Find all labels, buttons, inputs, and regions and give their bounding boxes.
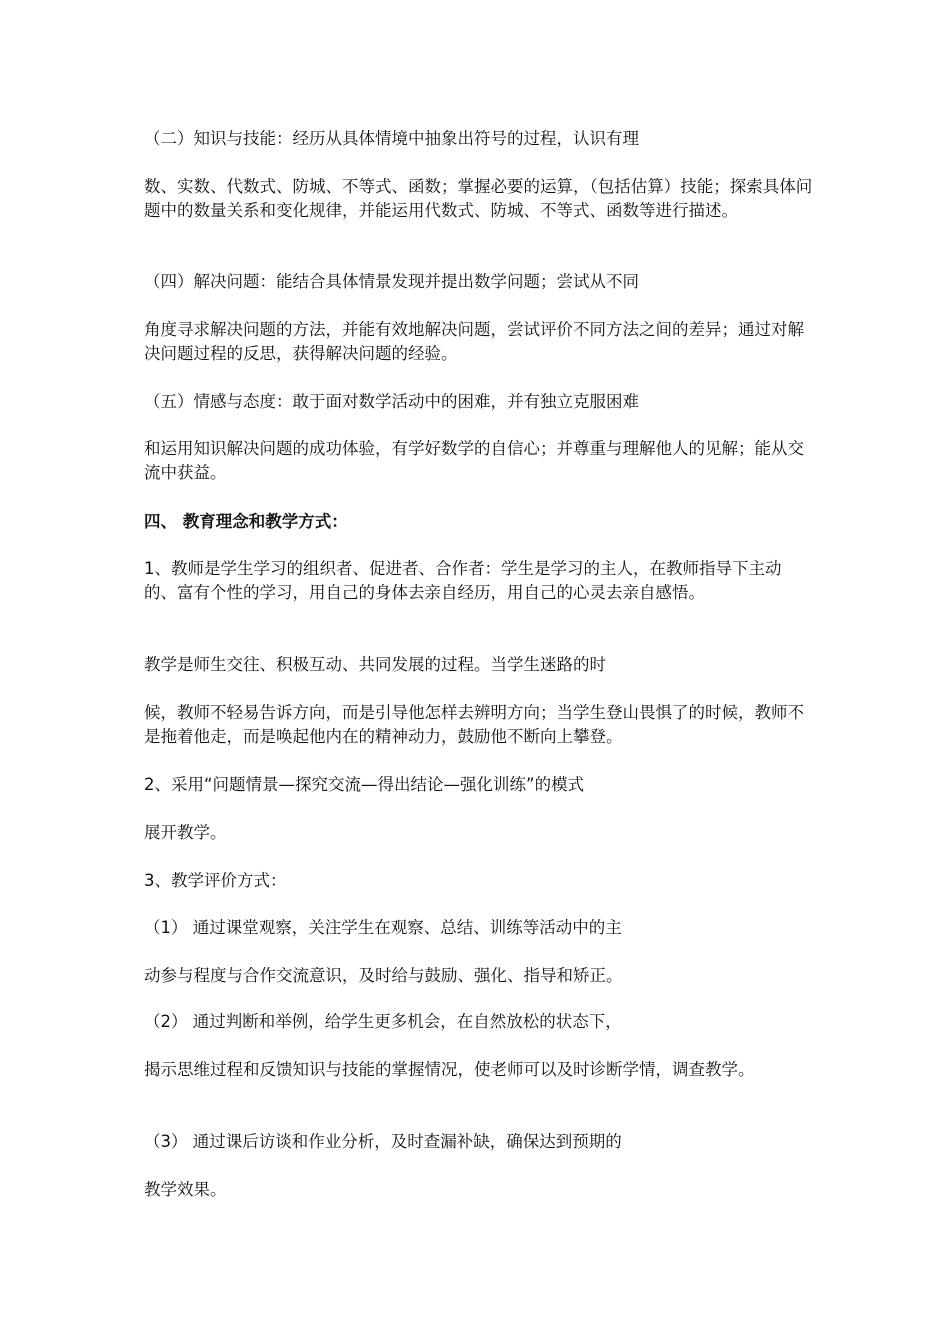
paragraph-teaching-process: 教学是师生交往、积极互动、共同发展的过程。当学生迷路的时 [144,655,606,674]
paragraph-problem-solving: （四）解决问题：能结合具体情景发现并提出数学问题；尝试从不同 [144,272,639,291]
paragraph-teaching-process-cont: 候，教师不轻易告诉方向，而是引导他怎样去辨明方向；当学生登山畏惧了的时候，教师不是拖着他走，而是唤起他内在的精神动力，鼓励他不断向上攀登。 [144,703,804,746]
paragraph-emotion-attitude-cont: 和运用知识解决问题的成功体验，有学好数学的自信心；并尊重与理解他人的见解；能从交流中获益。 [144,439,804,482]
paragraph-knowledge-skills-cont: 数、实数、代数式、防城、不等式、函数；掌握必要的运算，（包括估算）技能；探索具体问题中的数量关系和变化规律，并能运用代数式、防城、不等式、函数等进行描述。 [144,177,813,220]
paragraph-knowledge-skills: （二）知识与技能：经历从具体情境中抽象出符号的过程，认识有理 [144,129,639,148]
section-heading-education-philosophy: 四、 教育理念和教学方式： [144,512,348,531]
paragraph-emotion-attitude: （五）情感与态度：敢于面对数学活动中的困难，并有独立克服困难 [144,392,639,411]
paragraph-evaluation-item-3: （3） 通过课后访谈和作业分析，及时查漏补缺，确保达到预期的 [144,1132,622,1151]
paragraph-problem-solving-cont: 角度寻求解决问题的方法，并能有效地解决问题，尝试评价不同方法之间的差异；通过对解决问题过程的反思，获得解决问题的经验。 [144,320,804,363]
paragraph-evaluation-item-2-cont: 揭示思维过程和反馈知识与技能的掌握情况，使老师可以及时诊断学情，调查教学。 [144,1060,755,1079]
paragraph-teaching-model-cont: 展开教学。 [144,823,227,842]
paragraph-evaluation-item-1: （1） 通过课堂观察，关注学生在观察、总结、训练等活动中的主 [144,918,622,937]
paragraph-teaching-model: 2、采用“问题情景—探究交流—得出结论—强化训练”的模式 [144,775,585,794]
paragraph-evaluation-item-3-cont: 教学效果。 [144,1180,227,1199]
paragraph-teacher-role: 1、教师是学生学习的组织者、促进者、合作者：学生是学习的主人，在教师指导下主动的、富有个性的学习，用自己的身体去亲自经历，用自己的心灵去亲自感悟。 [144,559,782,602]
paragraph-evaluation-item-2: （2） 通过判断和举例，给学生更多机会，在自然放松的状态下， [144,1012,622,1031]
paragraph-evaluation-methods: 3、教学评价方式： [144,871,287,890]
paragraph-evaluation-item-1-cont: 动参与程度与合作交流意识，及时给与鼓励、强化、指导和矫正。 [144,966,623,985]
